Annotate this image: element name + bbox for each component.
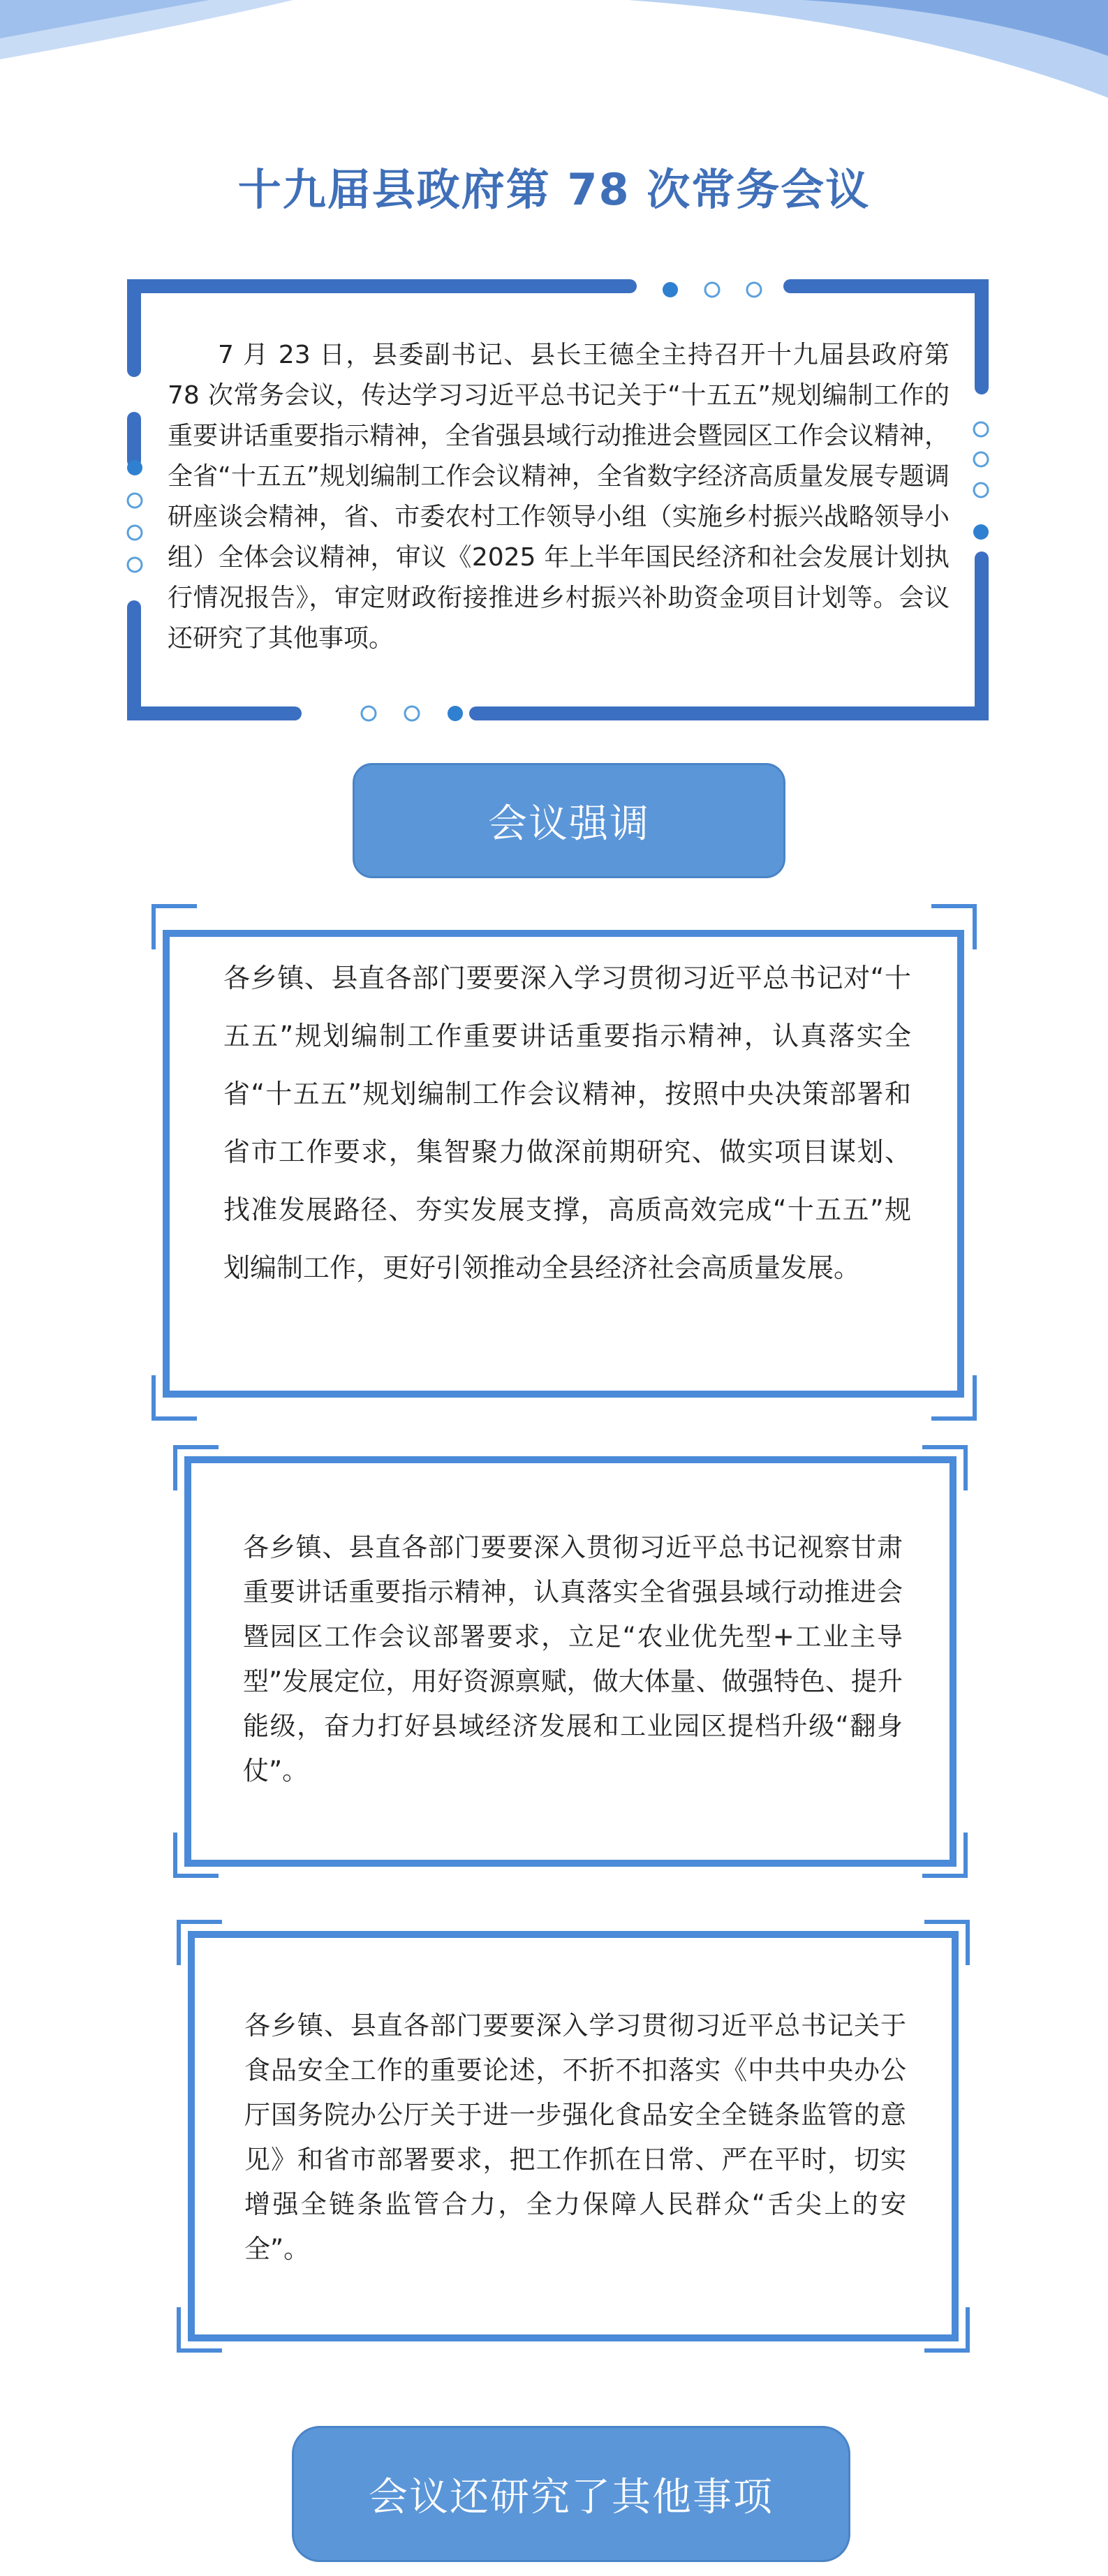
header-decoration bbox=[0, 0, 1108, 105]
point-text-1: 各乡镇、县直各部门要要深入学习贯彻习近平总书记对“十五五”规划编制工作重要讲话重要指示精神，认真落实全省“十五五”规划编制工作会议精神，按照中央决策部署和省市工作要求，集智聚力做深前期研究、做实项目谋划、找准发展路径、夯实发展支撑，高质高效完成“十五五”规划编制工作，更好引领推动全县经济社会高质量发展。 bbox=[223, 963, 911, 1283]
intro-paragraph: 7 月 23 日，县委副书记、县长王德全主持召开十九届县政府第 78 次常务会议，传达学习习近平总书记关于“十五五”规划编制工作的重要讲话重要指示精神，全省强县域行动推进会暨园区工作会议精神，全省“十五五”规划编制工作会议精神，全省数字经济高质量发展专题调研座谈会精神，省、市委农村工作领导小组（实施乡村振兴战略领导小组）全体会议精神，审议《2025 年上半年国民经济和社会发展计划执行情况报告》，审定财政衔接推进乡村振兴补助资金项目计划等。会议还研究了其他事项。 bbox=[168, 341, 950, 653]
point-box-3 bbox=[173, 1916, 973, 2356]
top-dots-decoration bbox=[656, 279, 768, 300]
right-dots-decoration bbox=[970, 419, 991, 545]
bottom-dots-decoration bbox=[356, 703, 468, 724]
left-dots-decoration bbox=[124, 457, 145, 583]
point-box-2 bbox=[170, 1442, 971, 1881]
point-box-1 bbox=[148, 901, 980, 1424]
page-title: 十九届县政府第 78 次常务会议 bbox=[237, 164, 871, 215]
point-text-3: 各乡镇、县直各部门要要深入学习贯彻习近平总书记关于食品安全工作的重要论述，不折不扣落实《中共中央办公厅国务院办公厅关于进一步强化食品安全全链条监管的意见》和省市部署要求，把工作抓在日常、严在平时，切实增强全链条监管合力，全力保障人民群众“舌尖上的安全”。 bbox=[244, 2011, 906, 2264]
point-text-2: 各乡镇、县直各部门要要深入贯彻习近平总书记视察甘肃重要讲话重要指示精神，认真落实全省强县域行动推进会暨园区工作会议部署要求，立足“农业优先型+工业主导型”发展定位，用好资源禀赋，做大体量、做强特色、提升能级，奋力打好县域经济发展和工业园区提档升级“翻身仗”。 bbox=[243, 1532, 903, 1786]
footer-heading: 会议还研究了其他事项 bbox=[292, 2426, 850, 2562]
emphasis-heading: 会议强调 bbox=[353, 763, 785, 878]
